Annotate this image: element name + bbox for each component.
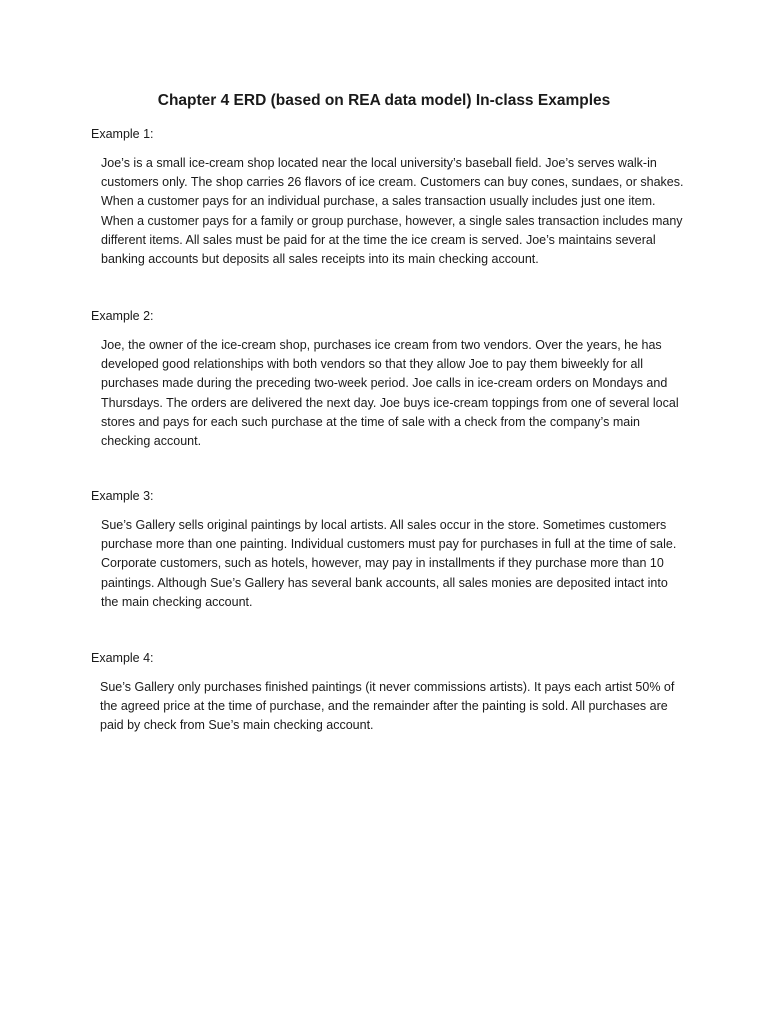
page-title: Chapter 4 ERD (based on REA data model) In-class Examples xyxy=(157,92,611,109)
example-1-heading: Example 1: xyxy=(91,127,154,141)
example-1-body: Joe’s is a small ice-cream shop located near the local university’s baseball field. Joe’s serves walk-in customers only. The shop carries 26 flavors of ice cream. Customers can buy cones, sundaes, or shakes. When a customer pays for an individual purchase, a sales transaction usually includes just one item. When a customer pays for a family or group purchase, however, a single sales transaction includes many different items. All sales must be paid for at the time the ice cream is served. Joe’s maintains several banking accounts but deposits all sales receipts into its main checking account. xyxy=(101,156,684,267)
example-2-heading: Example 2: xyxy=(91,309,154,323)
example-4-body: Sue’s Gallery only purchases finished paintings (it never commissions artists). It pays each artist 50% of the agreed price at the time of purchase, and the remainder after the painting is sold. All purchases are paid by check from Sue’s main checking account. xyxy=(100,680,675,733)
example-2-body: Joe, the owner of the ice-cream shop, purchases ice cream from two vendors. Over the years, he has developed good relationships with both vendors so that they allow Joe to pay them biweekly for all purchases made during the preceding two-week period. Joe calls in ice-cream orders on Mondays and Thursdays. The orders are delivered the next day. Joe buys ice-cream toppings from one of several local stores and pays for each such purchase at the time of sale with a check from the company’s main checking account. xyxy=(101,338,679,449)
example-3-heading: Example 3: xyxy=(91,489,154,503)
example-4-heading: Example 4: xyxy=(91,651,154,665)
example-3-body: Sue’s Gallery sells original paintings by local artists. All sales occur in the store. Sometimes customers purchase more than one painting. Individual customers must pay for purchases in full at the time of sale. Corporate customers, such as hotels, however, may pay in installments if they purchase more than 10 paintings. Although Sue’s Gallery has several bank accounts, all sales monies are deposited intact into the main checking account. xyxy=(101,518,677,609)
